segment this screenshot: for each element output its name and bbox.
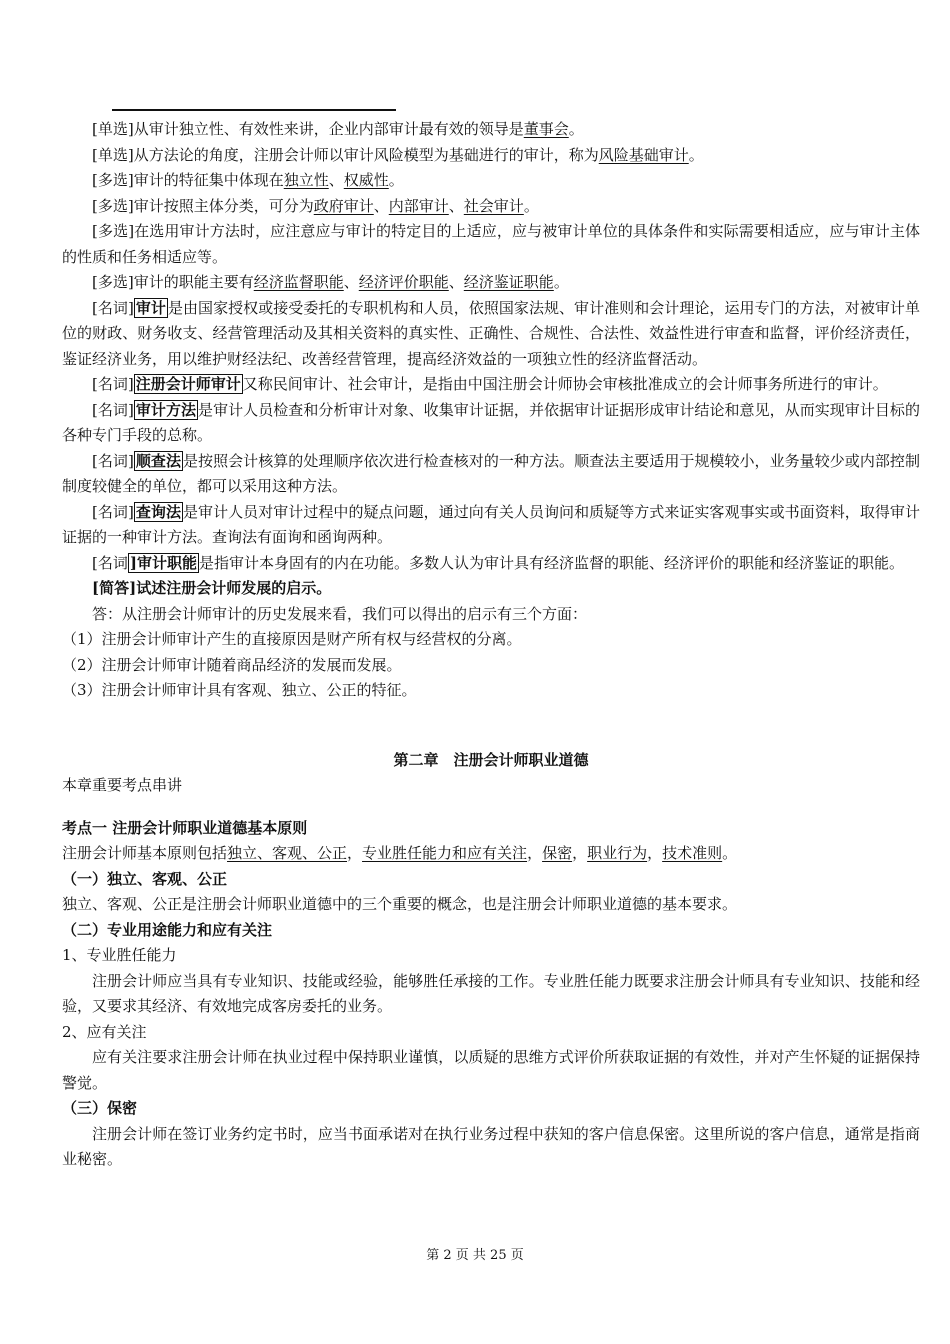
question-multi-3: [多选]在选用审计方法时，应注意应与审计的特定目的上适应，应与被审计单位的具体条件和实际需要相适应，应与审计主体的性质和任务相适应等。 (62, 222, 920, 266)
answer: 独立性 (283, 171, 329, 189)
answer: 经济评价职能 (358, 273, 449, 291)
term-definition-inquiry: [名词] 查询法 是审计人员对审计过程中的疑点问题，通过向有关人员询问和质疑等方式来证实客观事实或书面资料，取得审计证据的一种审计方法。查询法有面询和函询两种。 (62, 502, 920, 546)
term-box: 查询法 (135, 502, 181, 521)
answer: 经济监督职能 (253, 273, 344, 291)
term-box: 顺查法 (135, 451, 181, 470)
subsection-2-1: 1、专业胜任能力 (62, 946, 177, 964)
section-heading-2: （二）专业用途能力和应有关注 (62, 920, 273, 939)
term-box: 审计方法 (135, 400, 197, 419)
essay-point-2: （2）注册会计师审计随着商品经济的发展而发展。 (62, 655, 402, 674)
term-definition-forward-check: [名词] 顺查法 是按照会计核算的处理顺序依次进行检查核对的一种方法。顺查法主要适用于规模较小，业务量较少或内部控制制度较健全的单位，都可以采用这种方法。 (62, 451, 920, 495)
subsection-2-2-text: 应有关注要求注册会计师在执业过程中保持职业谨慎，以质疑的思维方式评价所获取证据的有效性，并对产生怀疑的证据保持警觉。 (62, 1048, 920, 1092)
key-point-principles: 注册会计师基本原则包括独立、客观、公正，专业胜任能力和应有关注，保密，职业行为，技术准则。 (62, 844, 738, 862)
answer: 内部审计 (388, 196, 449, 215)
top-rule (112, 109, 396, 111)
key-point-heading: 考点一 注册会计师职业道德基本原则 (62, 818, 308, 837)
chapter-subtitle: 本章重要考点串讲 (62, 776, 183, 794)
answer: 经济鉴证职能 (463, 273, 554, 291)
spacer (62, 799, 920, 816)
essay-point-1: （1）注册会计师审计产生的直接原因是财产所有权与经营权的分离。 (62, 630, 522, 648)
question-single-2: [单选]从方法论的角度，注册会计师以审计风险模型为基础进行的审计，称为风险基础审计。 (92, 145, 704, 164)
answer: 权威性 (343, 171, 389, 189)
question-single-1: [单选]从审计独立性、有效性来讲，企业内部审计最有效的领导是董事会。 (92, 120, 584, 138)
answer: 政府审计 (313, 196, 374, 215)
page-footer: 第 2 页 共 25 页 (426, 1248, 524, 1263)
essay-point-3: （3）注册会计师审计具有客观、独立、公正的特征。 (62, 681, 417, 699)
section-1-text: 独立、客观、公正是注册会计师职业道德中的三个重要的概念，也是注册会计师职业道德的基本要求。 (62, 895, 738, 913)
section-heading-1: （一）独立、客观、公正 (62, 869, 228, 888)
subsection-2-2: 2、应有关注 (62, 1022, 147, 1041)
question-multi-1: [多选]审计的特征集中体现在独立性、权威性。 (92, 171, 404, 189)
question-multi-4: [多选]审计的职能主要有经济监督职能、经济评价职能、经济鉴证职能。 (92, 273, 569, 291)
term-definition-cpa-audit: [名词] 注册会计师审计 又称民间审计、社会审计，是指由中国注册会计师协会审核批准成立的会计师事务所进行的审计。 (92, 375, 888, 393)
term-box: 审计 (135, 298, 166, 317)
section-3-text: 注册会计师在签订业务约定书时，应当书面承诺对在执行业务过程中获知的客户信息保密。这里所说的客户信息，通常是指商业秘密。 (62, 1124, 920, 1168)
essay-answer: 答：从注册会计师审计的历史发展来看，我们可以得出的启示有三个方面： (92, 604, 588, 623)
term-definition-audit-function: [名词 ]审计职能 是指审计本身固有的内在功能。多数人认为审计具有经济监督的职能、经济评价的职能和经济鉴证的职能。 (92, 553, 904, 572)
chapter-title: 第二章 注册会计师职业道德 (393, 750, 589, 769)
subsection-2-1-text: 注册会计师应当具有专业知识、技能或经验，能够胜任承接的工作。专业胜任能力既要求注册会计师具有专业知识、技能和经验，又要求其经济、有效地完成客房委托的业务。 (62, 971, 920, 1015)
answer: 董事会 (523, 120, 569, 138)
term-definition-audit-method: [名词] 审计方法 是审计人员检查和分析审计对象、收集审计证据，并依据审计证据形成审计结论和意见，从而实现审计目标的各种专门手段的总称。 (62, 400, 920, 444)
term-box: 注册会计师审计 (135, 375, 241, 393)
essay-question: [简答]试述注册会计师发展的启示。 (92, 579, 332, 597)
answer: 风险基础审计 (598, 145, 689, 164)
term-box: ]审计职能 (129, 553, 197, 572)
section-heading-3: （三）保密 (62, 1099, 138, 1117)
term-definition-audit: [名词] 审计 是由国家授权或接受委托的专职机构和人员，依照国家法规、审计准则和会计理论，运用专门的方法，对被审计单位的财政、财务收支、经营管理活动及其相关资料的真实性、正确性、合规性、合法性、效益性进行审查和监督，评价经济责任，鉴证经济业务，用以维护财经法纪、改善经营管理，提高经济效益的一项独立性的经济监督活动。 (62, 298, 920, 368)
question-multi-2: [多选]审计按照主体分类，可分为政府审计、内部审计、社会审计。 (92, 196, 539, 215)
answer: 社会审计 (463, 196, 524, 215)
page-content (62, 117, 920, 1173)
